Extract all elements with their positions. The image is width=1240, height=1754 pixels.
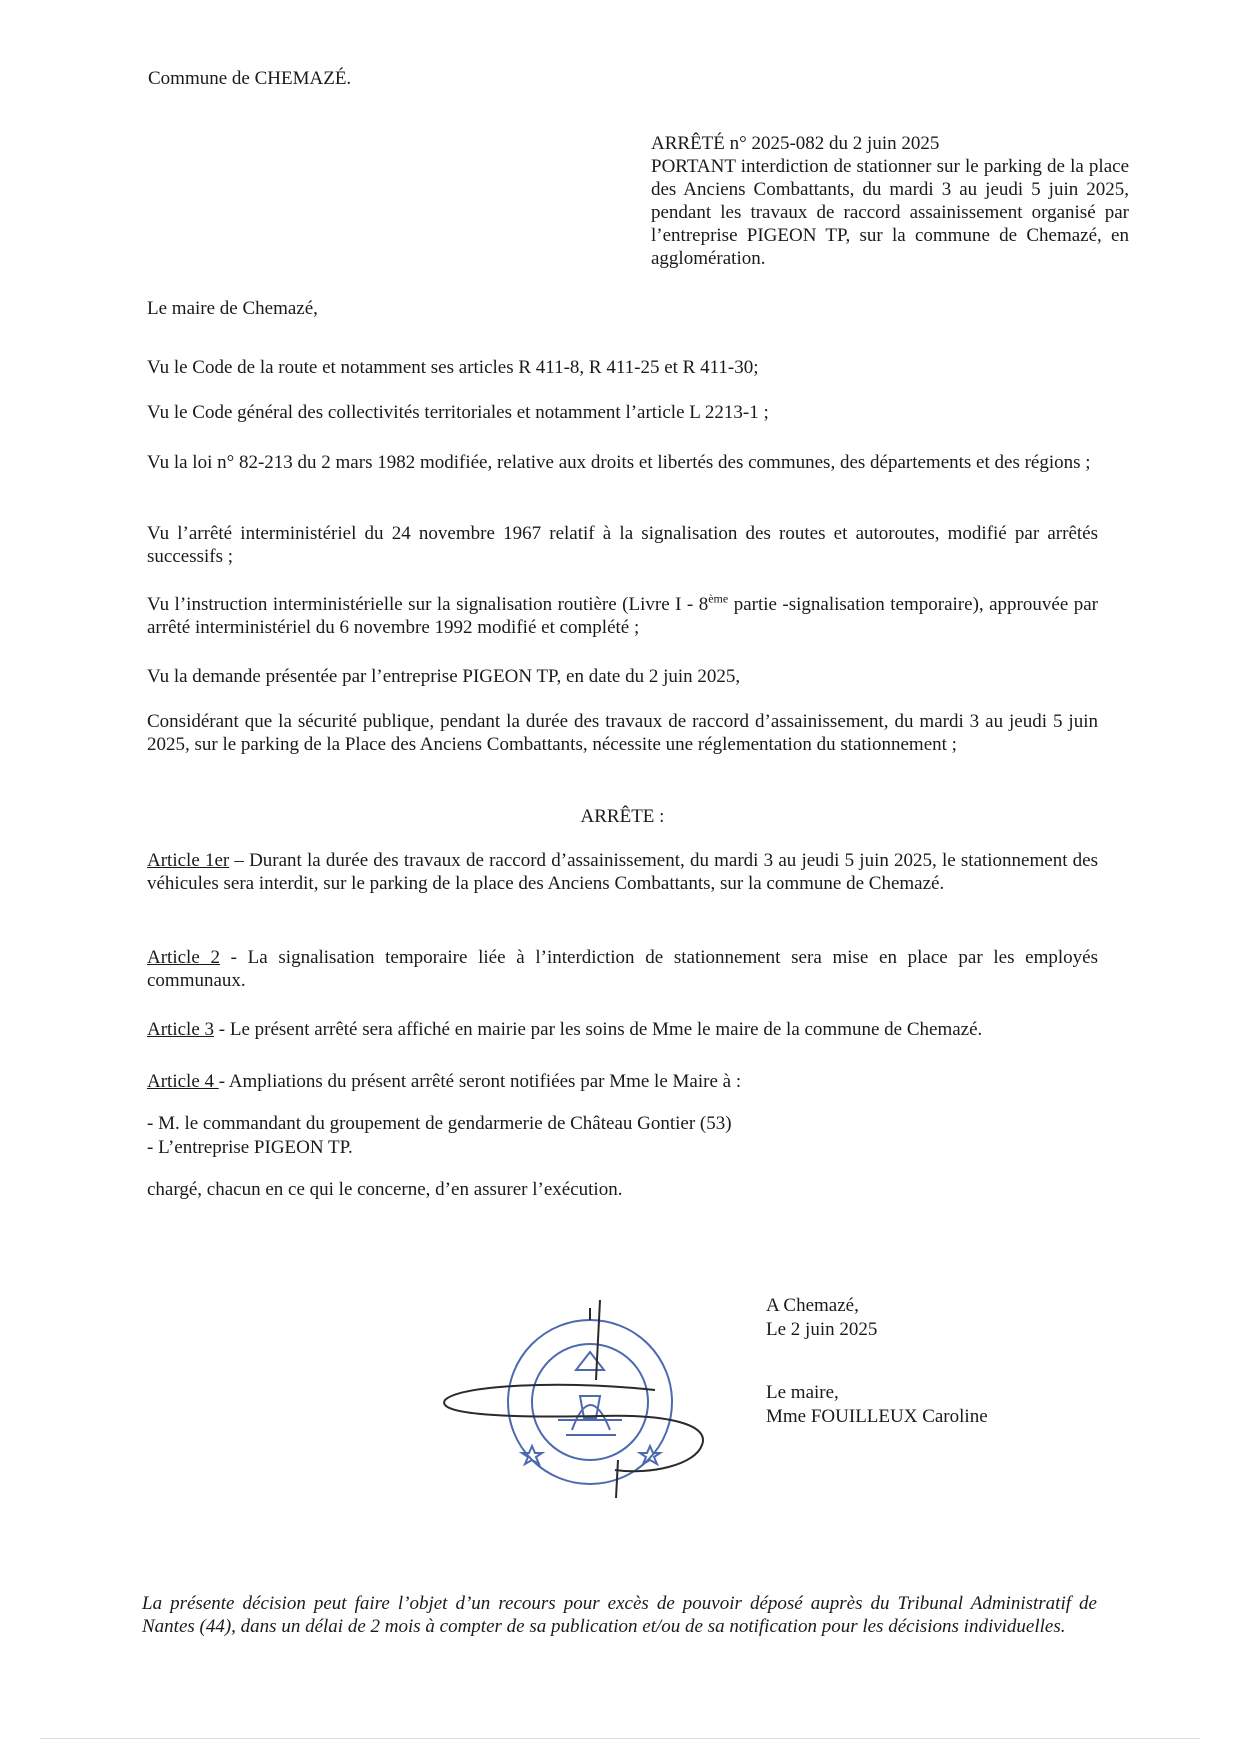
article-4-label: Article 4 — [147, 1071, 219, 1092]
article-4 — [147, 1070, 1098, 1093]
signature-name: Mme FOUILLEUX Caroline — [766, 1406, 988, 1427]
visa-instruction-after: partie -signalisation temporaire), approuvée par arrêté interministériel du 6 novembre 1992 modifié et complété ; — [147, 594, 1098, 638]
commune-name: Commune de CHEMAZÉ. — [148, 68, 352, 89]
execution-clause: chargé, chacun en ce qui le concerne, d’en assurer l’exécution. — [147, 1179, 623, 1200]
visa-loi-1982: Vu la loi n° 82-213 du 2 mars 1982 modifiée, relative aux droits et libertés des communes, des départements et des régions ; — [147, 452, 1091, 473]
visa-instruction — [147, 593, 1098, 639]
recipient-gendarmerie: - M. le commandant du groupement de gendarmerie de Château Gontier (53) — [147, 1113, 732, 1134]
official-stamp — [440, 1300, 720, 1500]
article-3-label: Article 3 — [147, 1019, 215, 1040]
decree-title: ARRÊTÉ n° 2025-082 du 2 juin 2025 — [651, 133, 940, 154]
arrete-heading: ARRÊTE : — [580, 806, 665, 827]
visa-demande: Vu la demande présentée par l’entreprise PIGEON TP, en date du 2 juin 2025, — [147, 666, 741, 687]
signature-scribble-icon — [444, 1300, 703, 1498]
mairie-seal-icon — [508, 1320, 672, 1484]
decree-subject: PORTANT interdiction de stationner sur le parking de la place des Anciens Combattants, du mardi 3 au jeudi 5 juin 2025, pendant les travaux de raccord assainissement organisé par l’entreprise PIGEON TP, sur la commune de Chemazé, en agglomération. — [651, 156, 1129, 269]
signature-date: Le 2 juin 2025 — [766, 1319, 878, 1340]
signature-place: A Chemazé, — [766, 1295, 859, 1316]
article-2-text: - La signalisation temporaire liée à l’interdiction de stationnement sera mise en place par les employés communaux. — [147, 947, 1098, 991]
article-1-text: – Durant la durée des travaux de raccord d’assainissement, du mardi 3 au jeudi 5 juin 2025, le stationnement des véhicules sera interdit, sur le parking de la place des Anciens Combattants, sur la commune de Chemazé. — [147, 850, 1098, 894]
visa-instruction-before: Vu l’instruction interministérielle sur la signalisation routière (Livre I - 8 — [147, 594, 709, 615]
article-4-text: - Ampliations du présent arrêté seront notifiées par Mme le Maire à : — [218, 1071, 742, 1092]
visa-arrete-1967: Vu l’arrêté interministériel du 24 novembre 1967 relatif à la signalisation des routes et autoroutes, modifié par arrêtés successifs ; — [147, 523, 1098, 567]
article-1 — [147, 849, 1098, 895]
article-2-label: Article 2 — [147, 947, 220, 968]
considerant: Considérant que la sécurité publique, pendant la durée des travaux de raccord d’assainissement, du mardi 3 au jeudi 5 juin 2025, sur le parking de la Place des Anciens Combattants, nécessite une réglementation du stationnement ; — [147, 711, 1098, 755]
article-2 — [147, 946, 1098, 992]
visa-code-route: Vu le Code de la route et notamment ses articles R 411-8, R 411-25 et R 411-30; — [147, 357, 759, 378]
decree-header — [651, 132, 1129, 270]
recipient-entreprise: - L’entreprise PIGEON TP. — [147, 1137, 353, 1158]
visa-instruction-sup: ème — [708, 591, 729, 606]
article-1-label: Article 1er — [147, 850, 230, 871]
article-3-text: - Le présent arrêté sera affiché en mairie par les soins de Mme le maire de la commune de Chemazé. — [214, 1019, 983, 1040]
page-bottom-divider — [40, 1738, 1200, 1739]
mayor-intro: Le maire de Chemazé, — [147, 298, 318, 319]
article-3 — [147, 1018, 1098, 1041]
appeal-notice: La présente décision peut faire l’objet d’un recours pour excès de pouvoir déposé auprès du Tribunal Administratif de Nantes (44), dans un délai de 2 mois à compter de sa publication et/ou de sa notification pour les décisions individuelles. — [142, 1593, 1097, 1637]
signature-role: Le maire, — [766, 1382, 839, 1403]
visa-cgct: Vu le Code général des collectivités territoriales et notamment l’article L 2213-1 ; — [147, 402, 769, 423]
